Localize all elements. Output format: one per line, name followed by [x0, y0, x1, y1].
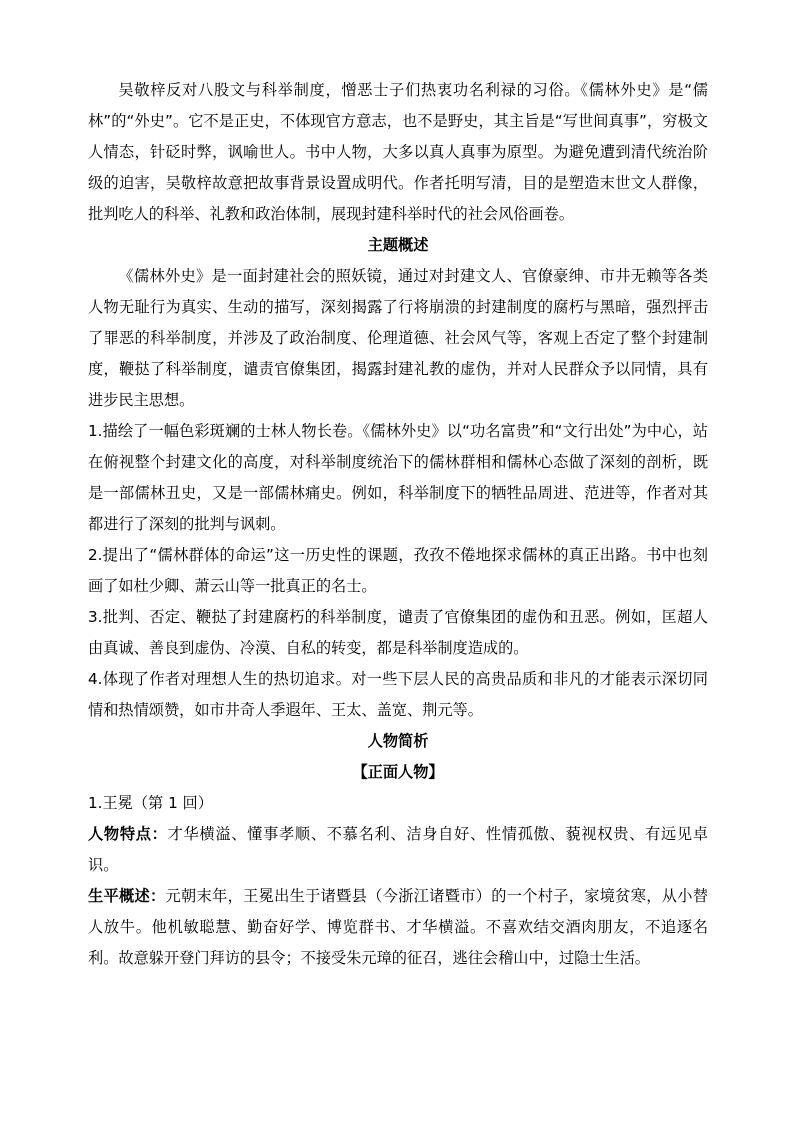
character-title-wang-mian: 1.王冕（第 1 回）: [88, 794, 213, 812]
life-text: 元朝末年，王冕出生于诸暨县（今浙江诸暨市）的一个村子，家境贫寒，从小替人放牛。他机敏聪慧、勤奋好学、博览群书、才华横溢。不喜欢结交酒肉朋友，不追逐名利。故意躲开登门拜访的县令；不接受朱元璋的征召，逃往会稽山中，过隐士生活。: [88, 887, 709, 967]
theme-heading: 主题概述: [367, 236, 429, 254]
character-traits: [88, 819, 708, 881]
positive-characters-subheading: 【正面人物】: [352, 763, 444, 781]
characters-heading: 人物简析: [367, 732, 429, 750]
theme-paragraph: 《儒林外史》是一面封建社会的照妖镜，通过对封建文人、官僚豪绅、市井无赖等各类人物无耻行为真实、生动的描写，深刻揭露了行将崩溃的封建制度的腐朽与黑暗，强烈抨击了罪恶的科举制度，并涉及了政治制度、伦理道德、社会风气等，客观上否定了整个封建制度，鞭挞了科举制度，谴责官僚集团，揭露封建礼教的虚伪，并对人民群众予以同情，具有进步民主思想。: [88, 267, 708, 409]
traits-text: 才华横溢、懂事孝顺、不慕名利、洁身自好、性情孤傲、藐视权贵、有远见卓识。: [88, 825, 709, 874]
theme-item-3: 3.批判、否定、鞭挞了封建腐朽的科举制度，谴责了官僚集团的虚伪和丑恶。例如，匡超人由真诚、善良到虚伪、冷漠、自私的转变，都是科举制度造成的。: [88, 608, 708, 657]
intro-paragraph: 吴敬梓反对八股文与科举制度，憎恶士子们热衷功名利禄的习俗。《儒林外史》是“儒林”的“外史”。它不是正史，不体现官方意志，也不是野史，其主旨是“写世间真事”，穷极文人情态，针砭时弊，讽喻世人。书中人物，大多以真人真事为原型。为避免遭到清代统治阶级的迫害，吴敬梓故意把故事背景设置成明代。作者托明写清，目的是塑造末世文人群像，批判吃人的科举、礼教和政治体制，展现封建科举时代的社会风俗画卷。: [88, 81, 708, 223]
theme-item-4: 4.体现了作者对理想人生的热切追求。对一些下层人民的高贵品质和非凡的才能表示深切同情和热情颂赞，如市井奇人季遐年、王太、盖宽、荆元等。: [88, 670, 708, 719]
traits-label: 人物特点：: [88, 825, 168, 843]
life-label: 生平概述：: [88, 887, 166, 905]
theme-item-2: 2.提出了“儒林群体的命运”这一历史性的课题，孜孜不倦地探求儒林的真正出路。书中也刻画了如杜少卿、萧云山等一批真正的名士。: [88, 546, 708, 595]
document-page: [88, 75, 708, 974]
character-life: [88, 881, 708, 974]
theme-item-1: 1.描绘了一幅色彩斑斓的士林人物长卷。《儒林外史》以“功名富贵”和“文行出处”为中心，站在俯视整个封建文化的高度，对科举制度统治下的儒林群相和儒林心态做了深刻的剖析，既是一部儒林丑史，又是一部儒林痛史。例如，科举制度下的牺牲品周进、范进等，作者对其都进行了深刻的批判与讽刺。: [88, 422, 708, 533]
